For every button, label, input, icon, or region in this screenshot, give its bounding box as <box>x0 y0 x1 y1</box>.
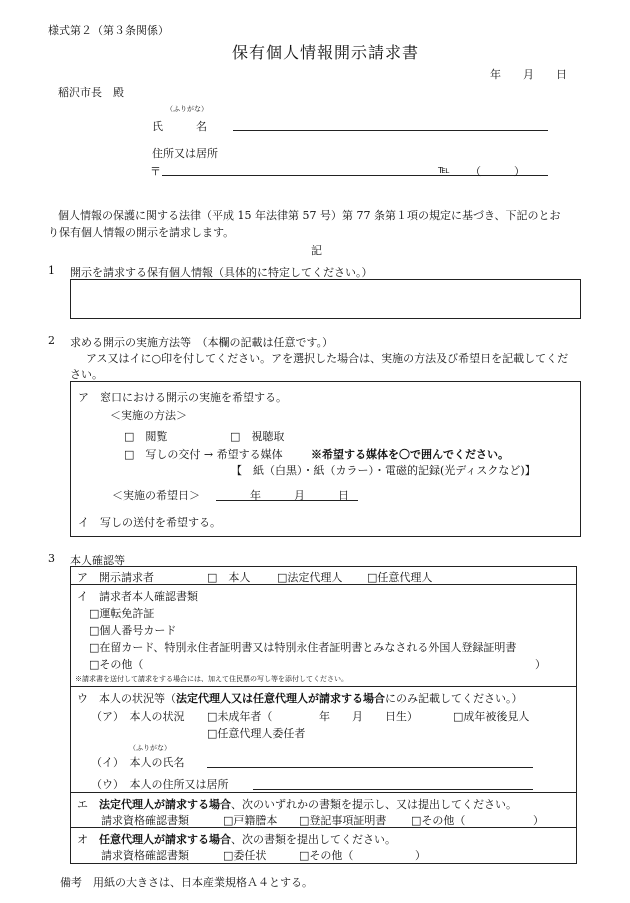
desired-date-label: ＜実施の希望日＞ <box>112 489 200 502</box>
person-status-label: （ア） 本人の状況 <box>91 710 185 723</box>
requested-info-field[interactable] <box>70 279 581 319</box>
method-label: ＜実施の方法＞ <box>110 409 187 422</box>
address-label: 住所又は居所 <box>152 147 218 160</box>
registry-certificate-checkbox[interactable]: □登記事項証明書 <box>299 814 387 827</box>
section2-number: 2 <box>48 334 55 347</box>
minor-checkbox[interactable]: □未成年者（ <box>207 710 273 723</box>
mynumber-card-checkbox[interactable]: □個人番号カード <box>89 624 177 637</box>
name-field[interactable] <box>233 130 548 131</box>
person-name-field[interactable] <box>207 767 533 768</box>
media-options[interactable]: 【 紙（白黒）・紙（カラー）・電磁的記録(光ディスクなど)】 <box>231 464 536 477</box>
voluntary-agent-row <box>71 828 576 863</box>
voluntary-agent-docs-label: 請求資格確認書類 <box>101 849 189 862</box>
person-address-field[interactable] <box>253 789 533 790</box>
other-id-checkbox[interactable]: □その他（ <box>89 658 144 671</box>
name-label: 氏 名 <box>152 120 207 133</box>
page-title: 保有個人情報開示請求書 <box>232 43 420 62</box>
option-i-mail[interactable]: イ 写しの送付を希望する。 <box>78 516 221 529</box>
adult-ward-checkbox[interactable]: □成年被後見人 <box>453 710 530 723</box>
legal-agent-row <box>71 793 576 828</box>
voluntary-agent-other-checkbox[interactable]: □その他（ <box>299 849 354 862</box>
person-status-row <box>71 687 576 793</box>
ki-label: 記 <box>311 244 322 257</box>
postal-mark: 〒 <box>150 165 161 178</box>
legal-agent-other-checkbox[interactable]: □その他（ <box>411 814 466 827</box>
intro-text-line2: り保有個人情報の開示を請求します。 <box>48 226 235 239</box>
person-name-label: （イ） 本人の氏名 <box>91 756 185 769</box>
id-documents-row <box>71 585 576 687</box>
view-checkbox[interactable]: □ 視聴取 <box>230 430 285 443</box>
intro-text-line1: 個人情報の保護に関する法律（平成 15 年法律第 57 号）第 77 条第１項の規定に基づき、下記のとお <box>58 209 561 222</box>
section3-heading: 本人確認等 <box>70 554 125 567</box>
section1-heading: 開示を請求する保有個人情報（具体的に特定してください。） <box>70 266 373 279</box>
power-of-attorney-checkbox[interactable]: □委任状 <box>223 849 267 862</box>
requester-voluntary-agent-checkbox[interactable]: □任意代理人 <box>367 571 433 584</box>
section2-instruction-line1: アス又はイに○印を付してください。アを選択した場合は、実施の方法及び希望日を記載してくだ <box>86 352 569 365</box>
family-register-checkbox[interactable]: □戸籍謄本 <box>223 814 278 827</box>
footnote: 備考 用紙の大きさは、日本産業規格Ａ４とする。 <box>60 876 313 889</box>
addressee: 稲沢市長 殿 <box>58 86 124 99</box>
furigana-label: （ふりがな） <box>166 105 208 113</box>
section3-number: 3 <box>48 552 55 565</box>
tel-label: ℡ <box>438 163 450 176</box>
legal-agent-docs-label: 請求資格確認書類 <box>101 814 189 827</box>
identity-table <box>70 566 577 864</box>
id-documents-heading: イ 請求者本人確認書類 <box>77 590 198 603</box>
requester-label: ア 開示請求者 <box>77 571 154 584</box>
form-number-label: 様式第２（第３条関係） <box>48 24 169 37</box>
birthdate-field[interactable]: 年 月 日生） <box>319 710 418 723</box>
drivers-license-checkbox[interactable]: □運転免許証 <box>89 607 155 620</box>
tel-parens: （ ） <box>470 165 525 178</box>
section2-instruction-line2: さい。 <box>70 368 103 381</box>
requester-self-checkbox[interactable]: □ 本人 <box>207 571 251 584</box>
delegator-checkbox[interactable]: □任意代理人委任者 <box>207 727 306 740</box>
section1-number: 1 <box>48 264 55 277</box>
person-address-label: （ウ） 本人の住所又は居所 <box>91 778 229 791</box>
mail-request-note: ※請求書を送付して請求をする場合には、加えて住民票の写し等を添付してください。 <box>75 675 348 683</box>
person-status-heading: ウ 本人の状況等（法定代理人又は任意代理人が請求する場合にのみ記載してください。） <box>77 692 523 705</box>
option-a-window[interactable]: ア 窓口における開示の実施を希望する。 <box>78 391 287 404</box>
requester-legal-agent-checkbox[interactable]: □法定代理人 <box>277 571 343 584</box>
person-name-furigana: （ふりがな） <box>129 744 171 752</box>
date-line: 年 月 日 <box>490 68 567 81</box>
other-id-close: ） <box>535 658 546 671</box>
copy-delivery-checkbox[interactable]: □ 写しの交付 → 希望する媒体 <box>124 448 283 461</box>
residence-card-checkbox[interactable]: □在留カード、特別永住者証明書又は特別永住者証明書とみなされる外国人登録証明書 <box>89 641 517 654</box>
legal-agent-instruction: エ 法定代理人が請求する場合、次のいずれかの書類を提示し、又は提出してください。 <box>77 798 517 811</box>
voluntary-agent-other-close: ） <box>415 849 426 862</box>
legal-agent-other-close: ） <box>533 814 544 827</box>
voluntary-agent-instruction: オ 任意代理人が請求する場合、次の書類を提出してください。 <box>77 833 396 846</box>
desired-date-underline <box>216 500 358 501</box>
media-note: ※希望する媒体を〇で囲んでください。 <box>311 448 509 461</box>
browse-checkbox[interactable]: □ 閲覧 <box>124 430 168 443</box>
requester-row <box>71 567 576 585</box>
desired-date-value[interactable]: 年 月 日 <box>250 489 349 502</box>
section2-heading: 求める開示の実施方法等 （本欄の記載は任意です。） <box>70 336 334 349</box>
